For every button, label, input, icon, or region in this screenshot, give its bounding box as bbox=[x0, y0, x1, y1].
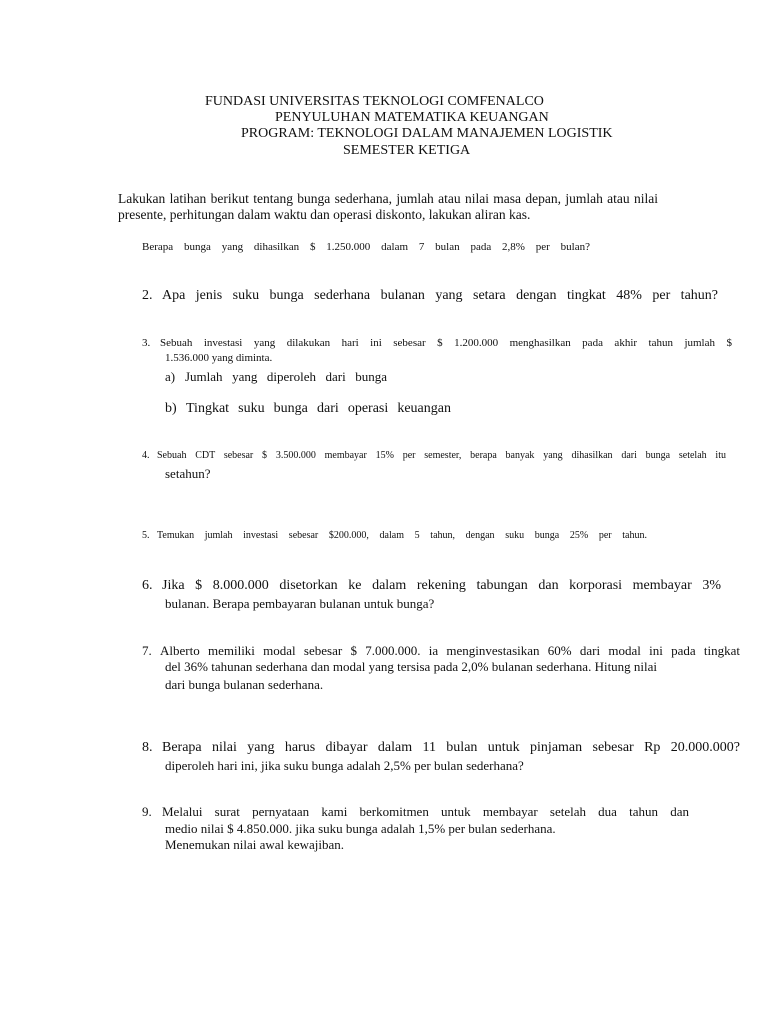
question-7-line-2: del 36% tahunan sederhana dan modal yang tersisa pada 2,0% bulanan sederhana. Hitung nilai bbox=[165, 659, 658, 674]
question-4-line-2: setahun? bbox=[165, 466, 211, 481]
question-9-line-1: Melalui surat pernyataan kami berkomitmen untuk membayar setelah dua tahun dan bbox=[162, 804, 689, 819]
header-line-4: SEMESTER KETIGA bbox=[343, 143, 471, 158]
question-8-line-2: diperoleh hari ini, jika suku bunga adalah 2,5% per bulan sederhana? bbox=[165, 758, 524, 773]
question-9-line-2: medio nilai $ 4.850.000. jika suku bunga adalah 1,5% per bulan sederhana. bbox=[165, 821, 556, 836]
question-5: Temukan jumlah investasi sebesar $200.000, dalam 5 tahun, dengan suku bunga 25% per tahun. bbox=[157, 530, 647, 541]
question-9-number: 9. bbox=[142, 804, 152, 819]
question-7-line-1: Alberto memiliki modal sebesar $ 7.000.000. ia menginvestasikan 60% dari modal ini pada tingkat bbox=[160, 643, 740, 658]
question-3a-label: a) bbox=[165, 369, 176, 384]
question-3-number: 3. bbox=[142, 337, 151, 349]
header-line-1: FUNDASI UNIVERSITAS TEKNOLOGI COMFENALCO bbox=[205, 94, 544, 109]
question-5-number: 5. bbox=[142, 530, 150, 541]
question-3b: Tingkat suku bunga dari operasi keuangan bbox=[186, 401, 451, 416]
question-2: Apa jenis suku bunga sederhana bulanan yang setara dengan tingkat 48% per tahun? bbox=[162, 288, 718, 303]
intro-line-2: presente, perhitungan dalam waktu dan operasi diskonto, lakukan aliran kas. bbox=[118, 207, 531, 222]
question-8-number: 8. bbox=[142, 740, 153, 755]
question-6-line-1: Jika $ 8.000.000 disetorkan ke dalam rekening tabungan dan korporasi membayar 3% bbox=[162, 578, 721, 593]
question-3a: Jumlah yang diperoleh dari bunga bbox=[185, 369, 387, 384]
question-2-number: 2. bbox=[142, 288, 153, 303]
question-4-number: 4. bbox=[142, 450, 150, 461]
header-line-2: PENYULUHAN MATEMATIKA KEUANGAN bbox=[275, 110, 549, 125]
question-4-line-1: Sebuah CDT sebesar $ 3.500.000 membayar 15% per semester, berapa banyak yang dihasilkan dari bunga setelah itu bbox=[157, 450, 726, 461]
question-7-line-3: dari bunga bulanan sederhana. bbox=[165, 677, 324, 692]
question-3b-label: b) bbox=[165, 401, 177, 416]
question-1: Berapa bunga yang dihasilkan $ 1.250.000 dalam 7 bulan pada 2,8% per bulan? bbox=[142, 241, 590, 253]
question-3-line-2: 1.536.000 yang diminta. bbox=[165, 352, 273, 364]
question-8-line-1: Berapa nilai yang harus dibayar dalam 11 bulan untuk pinjaman sebesar Rp 20.000.000? bbox=[162, 740, 740, 755]
question-6-line-2: bulanan. Berapa pembayaran bulanan untuk bunga? bbox=[165, 596, 435, 611]
question-9-line-3: Menemukan nilai awal kewajiban. bbox=[165, 837, 345, 852]
header-line-3: PROGRAM: TEKNOLOGI DALAM MANAJEMEN LOGISTIK bbox=[241, 126, 613, 141]
question-7-number: 7. bbox=[142, 643, 152, 658]
intro-line-1: Lakukan latihan berikut tentang bunga sederhana, jumlah atau nilai masa depan, jumlah atau nilai bbox=[118, 191, 658, 206]
question-3-line-1: Sebuah investasi yang dilakukan hari ini sebesar $ 1.200.000 menghasilkan pada akhir tahun jumlah $ bbox=[160, 337, 732, 349]
question-6-number: 6. bbox=[142, 578, 153, 593]
